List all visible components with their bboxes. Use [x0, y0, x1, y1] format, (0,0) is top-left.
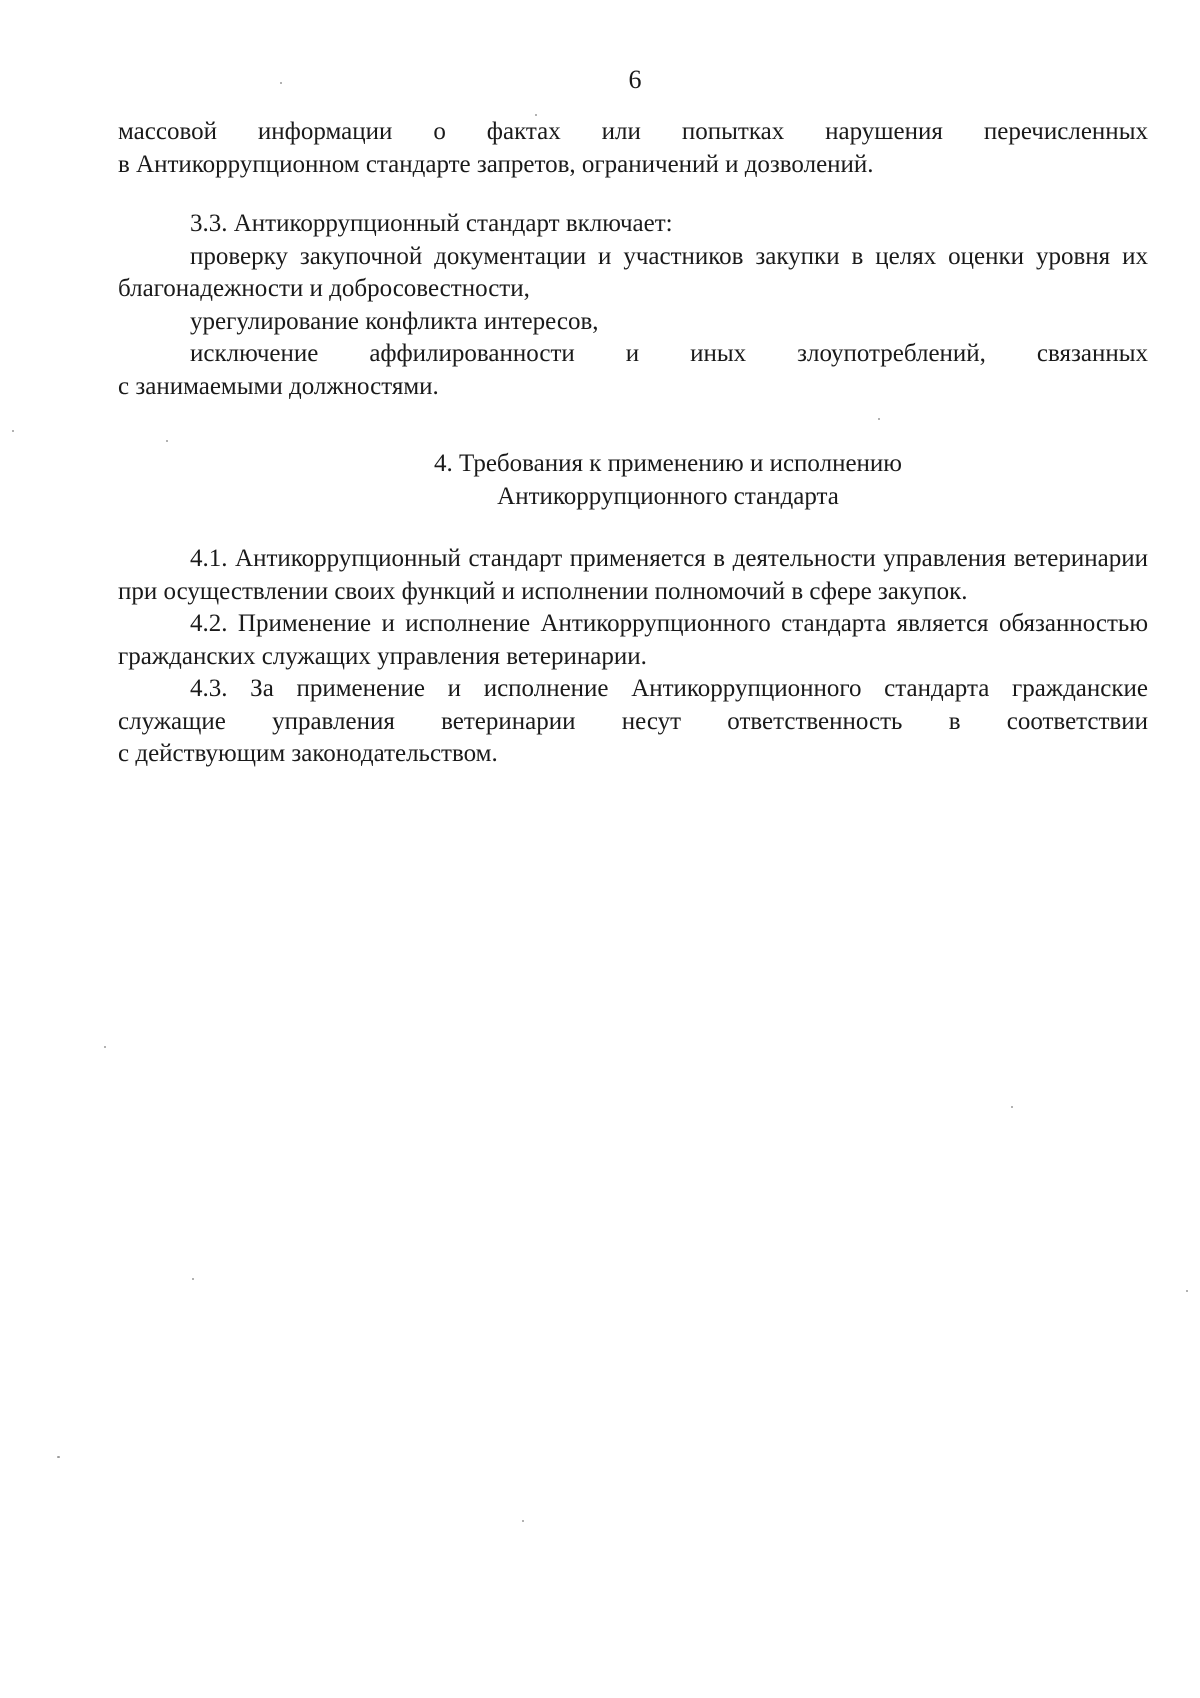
scan-speck: [12, 430, 14, 432]
scan-speck: [1011, 1106, 1013, 1108]
intro-paragraph: [118, 116, 1148, 181]
clause-4-3-line-1: 4.3. За применение и исполнение Антикоррупционного стандарта гражданские: [190, 675, 1148, 702]
clause-4-2: 4.2. Применение и исполнение Антикоррупционного стандарта является обязанностью гражданских служащих управления ветеринарии.: [118, 610, 1148, 670]
clause-3-3-item-2: урегулирование конфликта интересов,: [190, 307, 599, 335]
section-4-title-line-2: Антикоррупционного стандарта: [497, 483, 839, 510]
intro-line-1: массовой информации о фактах или попытках нарушения перечисленных: [118, 118, 1148, 145]
scan-speck: [878, 418, 880, 420]
scan-speck: [57, 1456, 60, 1458]
section-4-title: [118, 447, 1148, 513]
scan-speck: [522, 1520, 524, 1522]
clause-3-3-heading: 3.3. Антикоррупционный стандарт включает:: [190, 210, 673, 237]
intro-line-2: в Антикоррупционном стандарте запретов, ограничений и дозволений.: [118, 150, 874, 178]
clause-3-3-block: [118, 208, 1148, 403]
clause-3-3-item-3-line-2: с занимаемыми должностями.: [118, 372, 439, 400]
scan-speck: [1186, 1290, 1188, 1292]
scan-speck: [535, 114, 537, 116]
clause-3-3-item-1: проверку закупочной документации и участников закупки в целях оценки уровня их благонадежности и добросовестности,: [118, 242, 1148, 302]
scan-speck: [104, 1046, 106, 1048]
scan-speck: [166, 440, 168, 442]
scan-speck: [280, 82, 282, 84]
clause-3-3-item-3-line-1: исключение аффилированности и иных злоупотреблений, связанных: [190, 340, 1148, 367]
clause-4-1: 4.1. Антикоррупционный стандарт применяется в деятельности управления ветеринарии при осуществлении своих функций и исполнении полномочий в сфере закупок.: [118, 545, 1148, 605]
clause-4-3-line-3: с действующим законодательством.: [118, 740, 498, 767]
clause-4-3-line-2: служащие управления ветеринарии несут ответственность в соответствии: [118, 707, 1148, 735]
scan-speck: [192, 1278, 194, 1280]
section-4-title-line-1: 4. Требования к применению и исполнению: [434, 450, 902, 477]
section-4-body: [118, 543, 1148, 771]
page-number: 6: [628, 65, 642, 94]
